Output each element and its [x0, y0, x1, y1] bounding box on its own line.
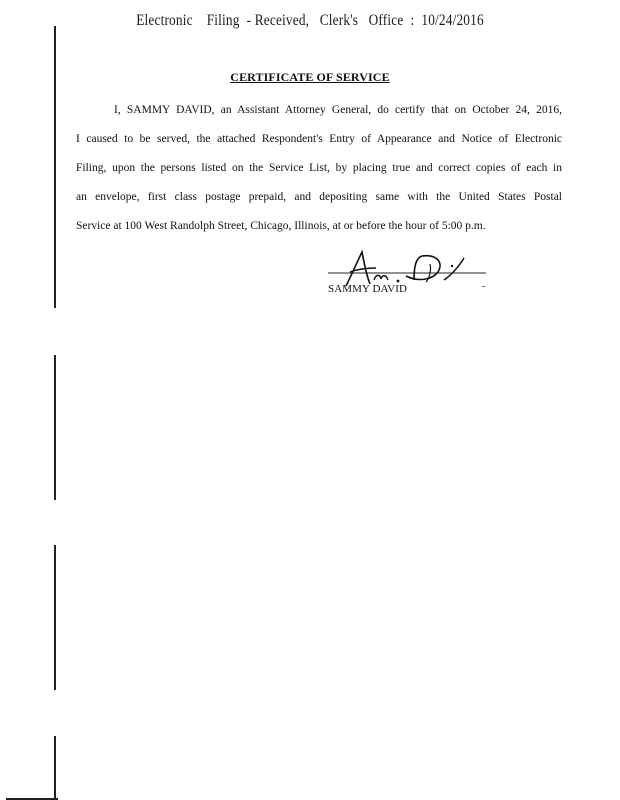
scan-artifact — [482, 286, 485, 287]
body-line: I, SAMMY DAVID, an Assistant Attorney General, do certify that on October 24, 2016, — [114, 104, 562, 116]
body-line: I caused to be served, the attached Respondent's Entry of Appearance and Notice of Electronic — [76, 133, 562, 145]
certificate-title: CERTIFICATE OF SERVICE — [230, 70, 390, 84]
bottom-margin-rule — [6, 798, 58, 800]
body-line: Filing, upon the persons listed on the Service List, by placing true and correct copies of each in — [76, 162, 562, 174]
left-margin-line — [54, 168, 56, 308]
filing-stamp-header: Electronic Filing - Received, Clerk's Office : 10/24/2016 — [136, 12, 484, 29]
signatory-name: SAMMY DAVID — [328, 283, 408, 295]
left-margin-line — [54, 736, 56, 800]
certificate-body — [76, 96, 562, 241]
body-line: an envelope, first class postage prepaid, and depositing same with the United States Postal — [76, 191, 562, 203]
body-line: Service at 100 West Randolph Street, Chicago, Illinois, at or before the hour of 5:00 p.m. — [76, 220, 486, 232]
left-margin-line — [54, 355, 56, 500]
left-margin-line — [54, 545, 56, 690]
